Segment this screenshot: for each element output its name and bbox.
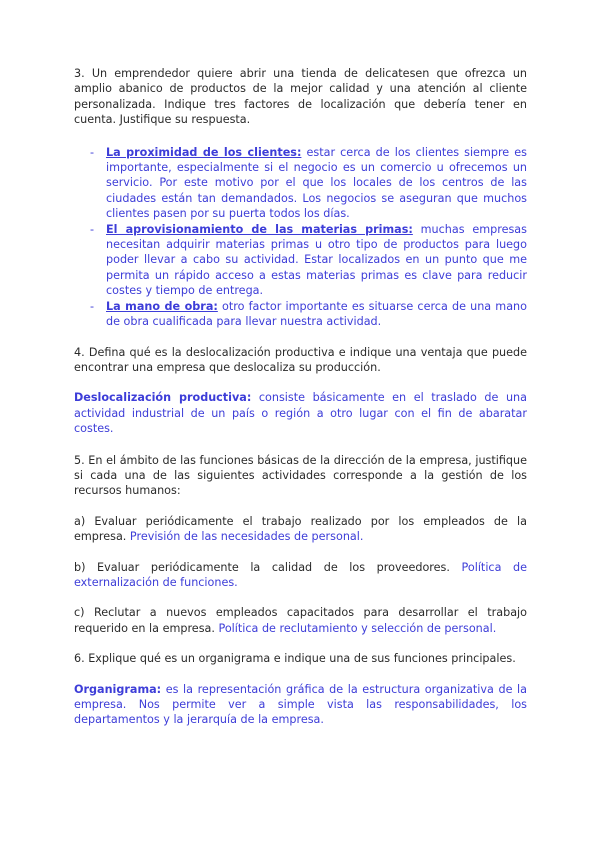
answer-text: estar cerca de los clientes siempre es importante, especialmente si el negocio es un comercio u ofrecemos un servicio. Por este motivo por el que los locales de los centros de las ciudades están tan demandados. Los negocios se aseguran que muchos clientes pasen por su puerta todos los días. — [106, 145, 527, 221]
question-6: 6. Explique qué es un organigrama e indique una de sus funciones principales. — [74, 652, 516, 666]
question-4: 4. Defina qué es la deslocalización productiva e indique una ventaja que puede encontrar una empresa que deslocaliza su producción. — [74, 345, 527, 374]
question-5: 5. En el ámbito de las funciones básicas de la dirección de la empresa, justifique si cada una de las siguientes actividades corresponde a la gestión de los recursos humanos: — [74, 453, 527, 498]
activity-answer: Política de reclutamiento y selección de personal. — [214, 621, 497, 635]
question-5a — [74, 514, 527, 545]
list-item — [90, 145, 527, 222]
list-dash: - — [90, 222, 95, 236]
question-5c — [74, 605, 527, 636]
answer-text: consiste básicamente en el traslado de una actividad industrial de un país o región a otro lugar con el fin de abaratar costes. — [74, 391, 528, 436]
document-page — [74, 66, 527, 728]
answer-term: El aprovisionamiento de las materias primas: — [106, 222, 413, 236]
list-dash: - — [90, 299, 95, 313]
answer-text: muchas empresas necesitan adquirir materias primas u otro tipo de productos para luego poder llevar a cabo su actividad. Estar localizados en un punto que me permita un rápido acceso a estas materias primas es clave para reducir costes y tiempo de entrega. — [106, 222, 527, 298]
question-5b — [74, 560, 527, 591]
activity-answer: Previsión de las necesidades de personal. — [126, 530, 364, 544]
answer-term: Organigrama: — [74, 682, 162, 696]
answer-text: es la representación gráfica de la estructura organizativa de la empresa. Nos permite ver a simple vista las responsabilidades, los departamentos y la jerarquía de la empresa. — [74, 682, 527, 727]
answer-text: otro factor importante es situarse cerca de una mano de obra cualificada para llevar nuestra actividad. — [106, 299, 527, 329]
answer-term: Deslocalización productiva: — [74, 391, 252, 405]
list-dash: - — [90, 145, 95, 159]
answer-4 — [74, 390, 527, 436]
answer-6 — [74, 682, 527, 728]
question-3: 3. Un emprendedor quiere abrir una tienda de delicatesen que ofrezca un amplio abanico de productos de la mejor calidad y una atención al cliente personalizada. Indique tres factores de localización que debería tener en cuenta. Justifique su respuesta. — [74, 67, 527, 127]
activity-text: a) Evaluar periódicamente el trabajo realizado por los empleados de la empresa. — [74, 514, 527, 544]
list-item — [90, 299, 527, 330]
answer-term: La proximidad de los clientes: — [106, 145, 302, 159]
activity-text: c) Reclutar a nuevos empleados capacitados para desarrollar el trabajo requerido en la empresa. — [74, 606, 527, 635]
list-item — [90, 222, 527, 299]
answer-term: La mano de obra: — [106, 299, 218, 313]
activity-answer: Política de externalización de funciones. — [74, 560, 528, 589]
answer-3-list — [74, 145, 527, 330]
activity-text: b) Evaluar periódicamente la calidad de los proveedores. — [74, 560, 450, 574]
